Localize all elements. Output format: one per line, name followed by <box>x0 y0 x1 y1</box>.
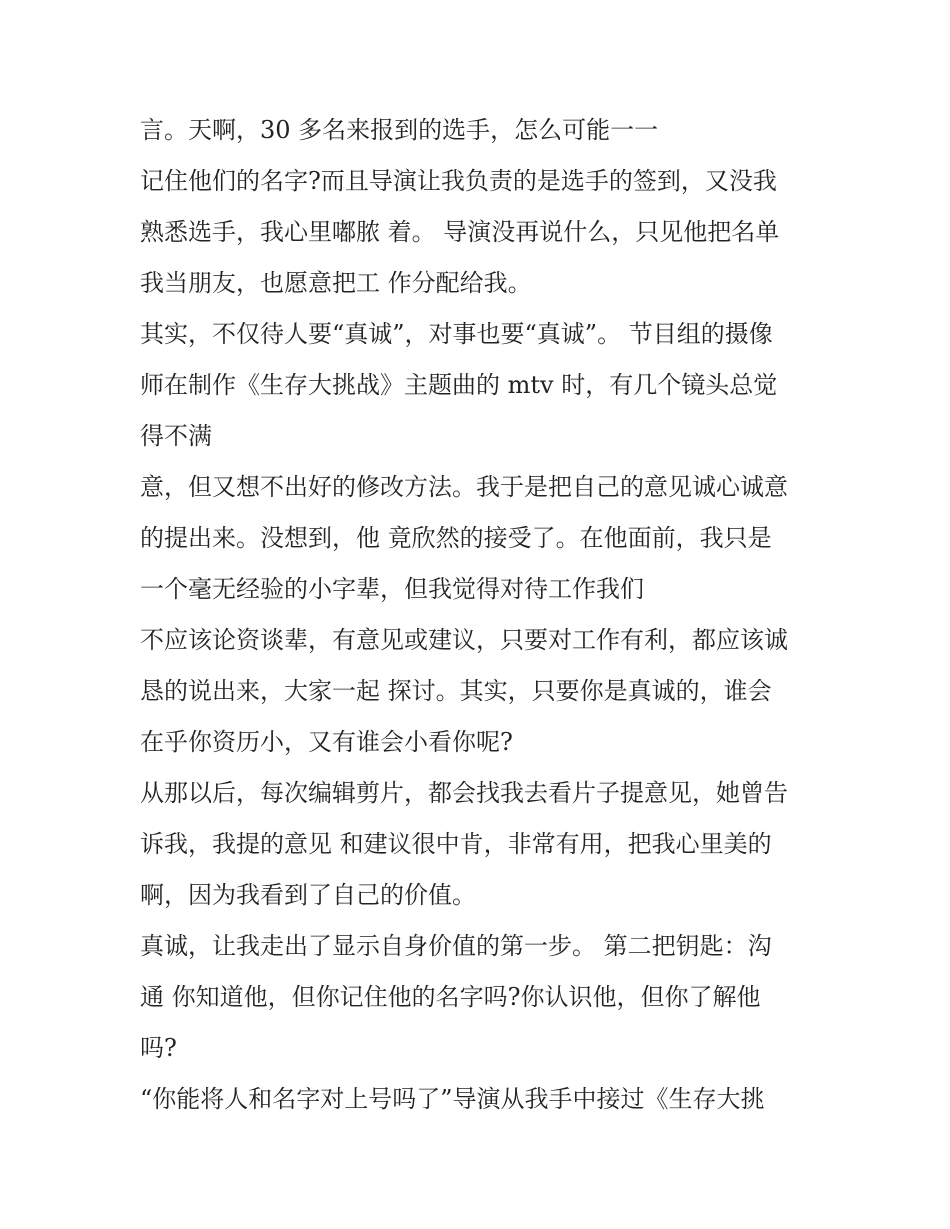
text-line: 从那以后，每次编辑剪片，都会找我去看片子提意见，她曾告 <box>140 779 788 807</box>
text-line: 吗? <box>140 1034 177 1062</box>
text-line: 记住他们的名字?而且导演让我负责的是选手的签到，又没我 <box>140 167 777 195</box>
text-line: 的提出来。没想到，他 竟欣然的接受了。在他面前，我只是 <box>140 524 772 552</box>
text-line: 通 你知道他，但你记住他的名字吗?你认识他，但你了解他 <box>140 983 761 1011</box>
text-line: 得不满 <box>140 422 212 450</box>
text-line: “你能将人和名字对上号吗了”导演从我手中接过《生存大挑 <box>140 1085 765 1113</box>
text-line: 熟悉选手，我心里嘟脓 着。 导演没再说什么，只见他把名单 <box>140 218 780 246</box>
text-line: 诉我，我提的意见 和建议很中肯，非常有用，把我心里美的 <box>140 830 772 858</box>
text-line: 意，但又想不出好的修改方法。我于是把自己的意见诚心诚意 <box>140 473 788 501</box>
text-line: 不应该论资谈辈，有意见或建议，只要对工作有利，都应该诚 <box>140 626 788 654</box>
text-line: 恳的说出来，大家一起 探讨。其实，只要你是真诚的，谁会 <box>140 677 772 705</box>
text-line: 真诚，让我走出了显示自身价值的第一步。 第二把钥匙：沟 <box>140 932 772 960</box>
body-text <box>140 105 830 1125</box>
text-line: 我当朋友，也愿意把工 作分配给我。 <box>140 269 532 297</box>
text-line: 啊，因为我看到了自己的价值。 <box>140 881 476 909</box>
text-line: 言。天啊，30 多名来报到的选手，怎么可能一一 <box>140 116 659 144</box>
text-line: 一个毫无经验的小字辈，但我觉得对待工作我们 <box>140 575 644 603</box>
text-line: 其实，不仅待人要“真诚”，对事也要“真诚”。 节目组的摄像 <box>140 320 773 348</box>
text-line: 在乎你资历小，又有谁会小看你呢? <box>140 728 513 756</box>
text-line: 师在制作《生存大挑战》主题曲的 mtv 时，有几个镜头总觉 <box>140 371 778 399</box>
